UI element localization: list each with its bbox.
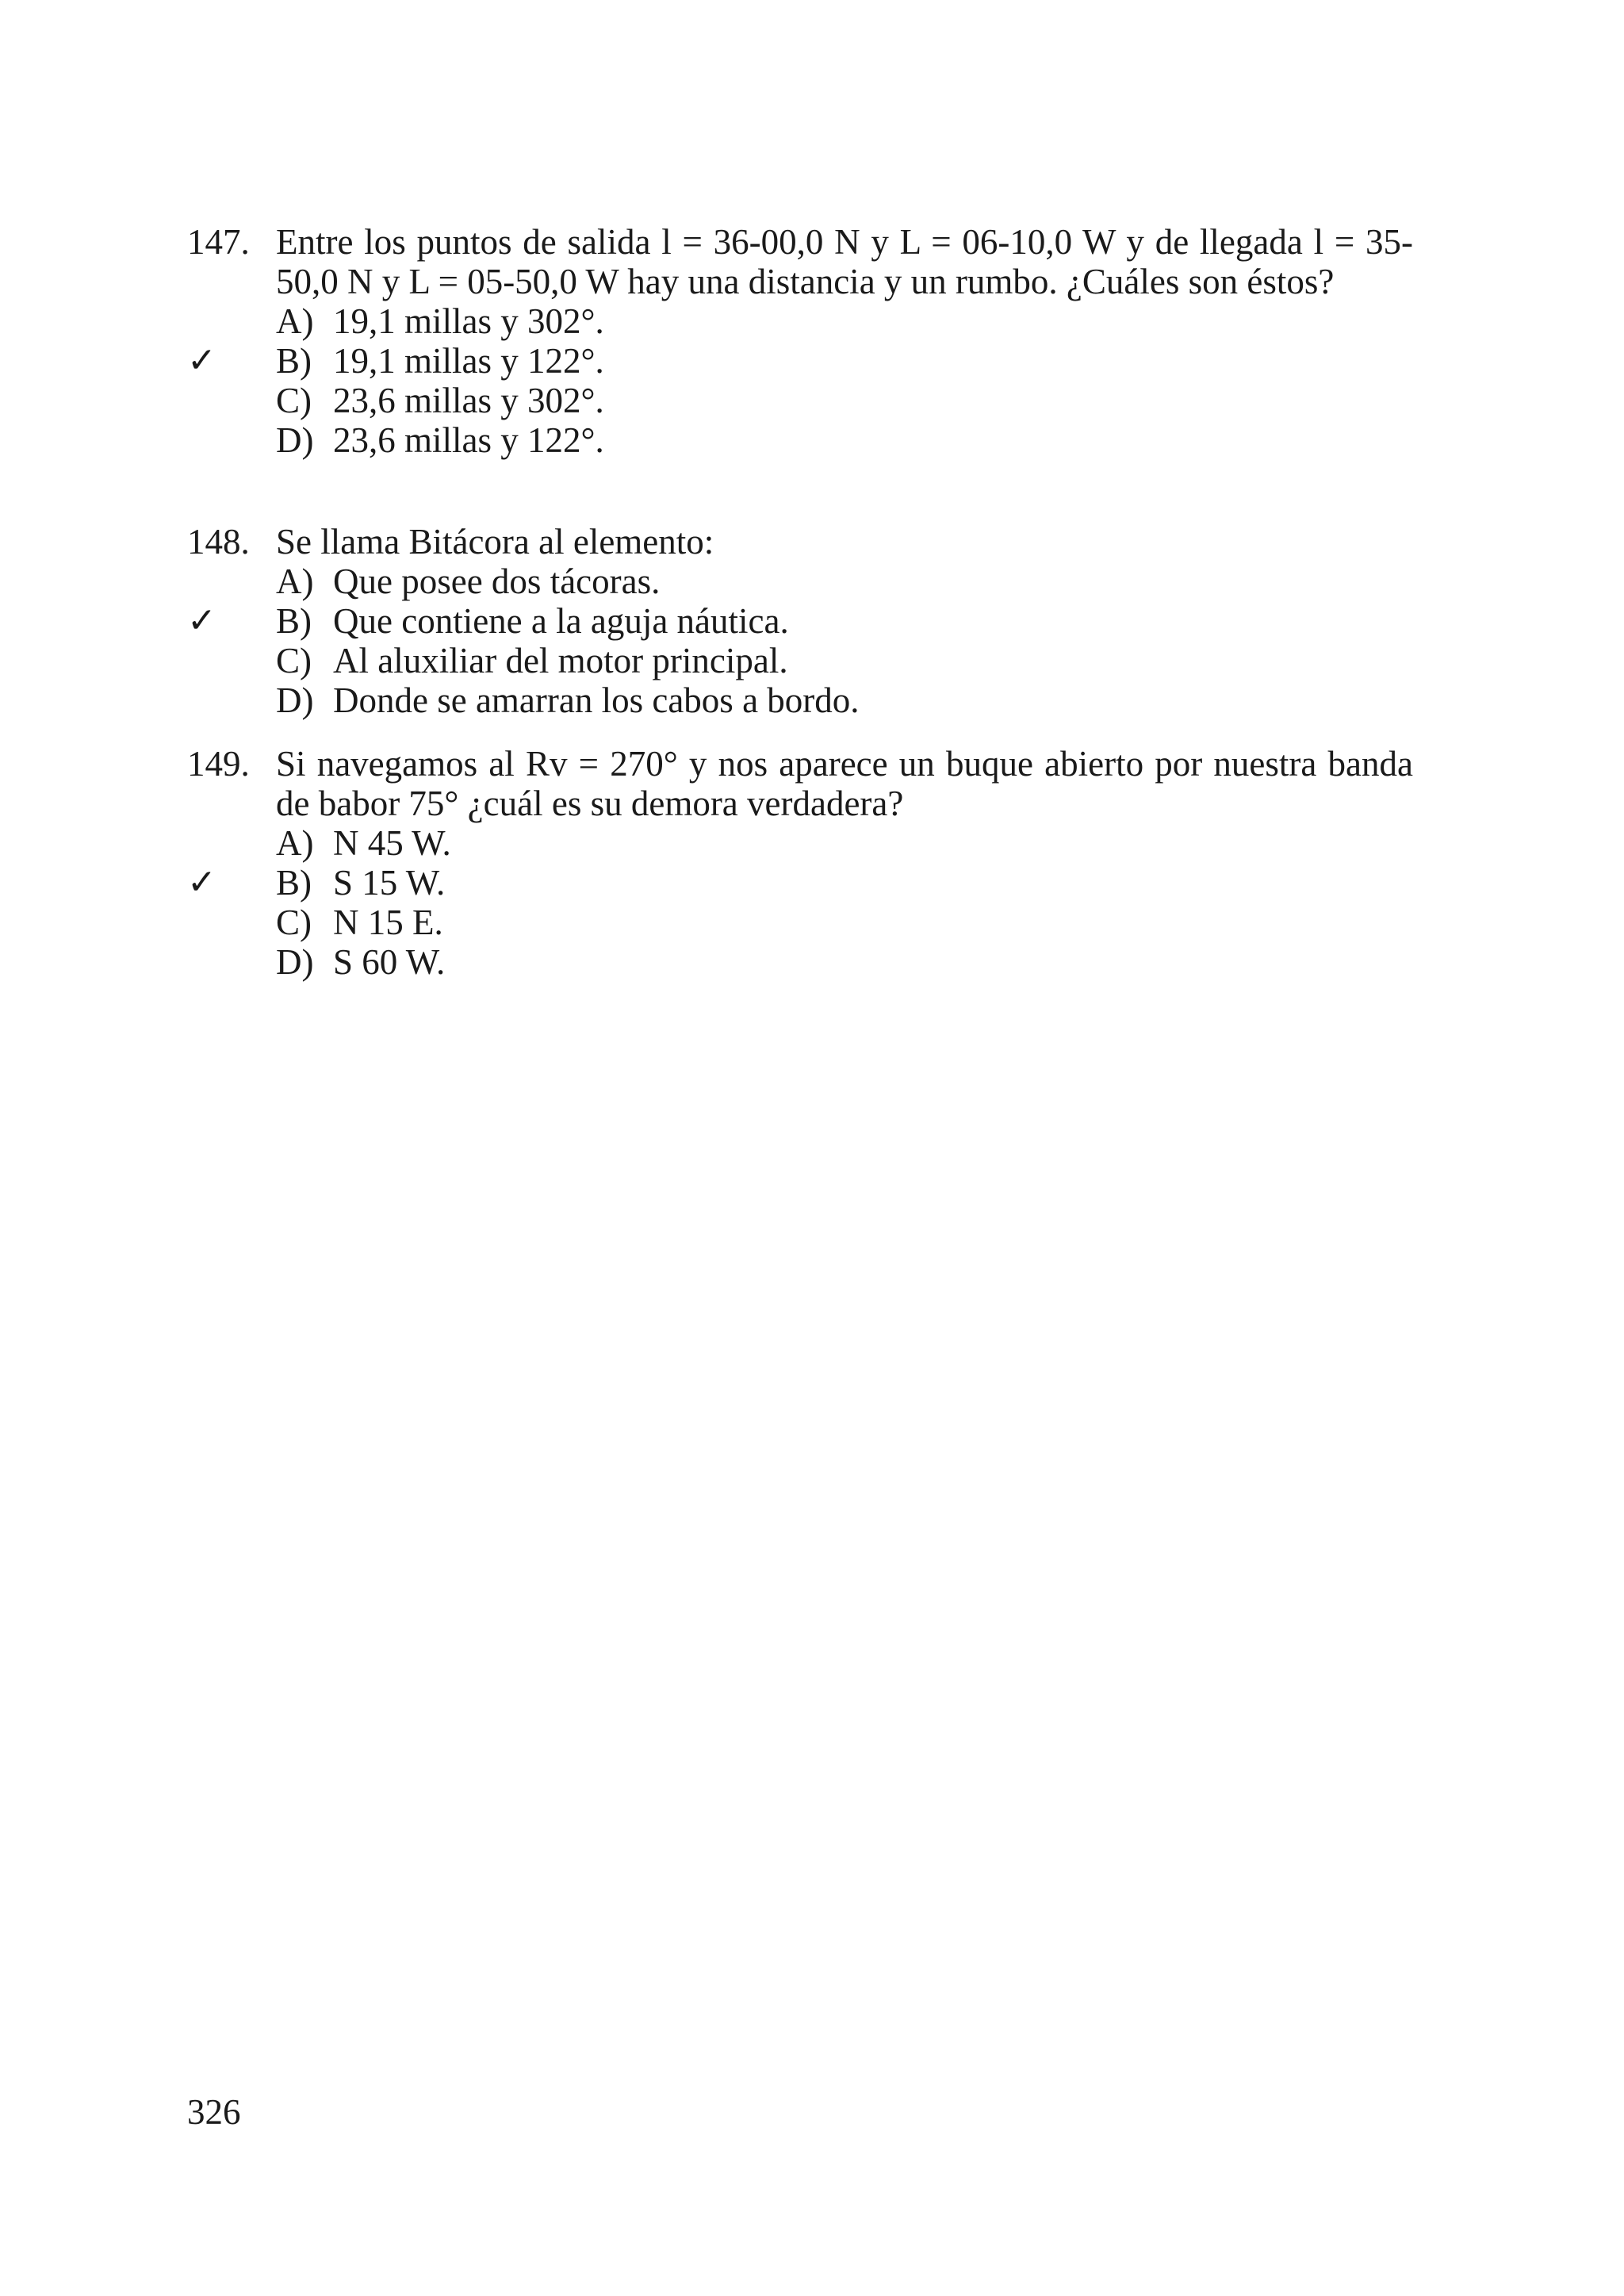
- question-number: 147.: [187, 222, 250, 262]
- answer-options: [187, 301, 1413, 460]
- question-number: 148.: [187, 522, 250, 562]
- answer-option-b: [187, 600, 1413, 641]
- option-text: S 15 W.: [333, 863, 446, 903]
- answer-option-a: [276, 823, 1413, 863]
- answer-option-a: [276, 562, 1413, 601]
- option-text: 19,1 millas y 302°.: [333, 301, 604, 341]
- option-letter: B): [276, 341, 312, 381]
- answer-option-d: [276, 942, 1413, 982]
- check-mark-icon: ✓: [187, 862, 216, 903]
- question-text: Se llama Bitácora al elemento:: [276, 522, 714, 562]
- option-letter: D): [276, 680, 314, 720]
- option-text: Que posee dos tácoras.: [333, 562, 661, 601]
- answer-options: [187, 562, 1413, 720]
- answer-option-b: [187, 862, 1413, 903]
- check-mark-icon: ✓: [187, 340, 216, 381]
- option-letter: B): [276, 863, 312, 903]
- check-mark-icon: ✓: [187, 600, 216, 641]
- option-text: 19,1 millas y 122°.: [333, 341, 604, 381]
- answer-option-c: [276, 381, 1413, 420]
- option-letter: D): [276, 942, 314, 982]
- question-text: Entre los puntos de salida l = 36-00,0 N y L = 06-10,0 W y de llegada l = 35-50,0 N y L = 05-50,0 W hay una distancia y un rumbo. ¿Cuáles son éstos?: [276, 222, 1413, 301]
- answer-option-d: [276, 420, 1413, 460]
- answer-option-b: [187, 340, 1413, 381]
- option-letter: A): [276, 301, 314, 341]
- option-text: N 15 E.: [333, 903, 443, 942]
- answer-option-d: [276, 680, 1413, 720]
- option-text: Que contiene a la aguja náutica.: [333, 601, 789, 641]
- option-text: Al aluxiliar del motor principal.: [333, 641, 788, 680]
- answer-option-c: [276, 641, 1413, 680]
- option-text: S 60 W.: [333, 942, 446, 982]
- answer-option-c: [276, 903, 1413, 942]
- answer-options: [187, 823, 1413, 982]
- question-text: Si navegamos al Rv = 270° y nos aparece un buque abierto por nuestra banda de babor 75° ¿cuál es su demora verdadera?: [276, 744, 1413, 823]
- option-letter: C): [276, 903, 312, 942]
- question-149: [187, 744, 1413, 982]
- option-letter: A): [276, 562, 314, 601]
- option-letter: C): [276, 641, 312, 680]
- page-number: 326: [187, 2092, 241, 2132]
- question-148: [187, 522, 1413, 720]
- option-text: Donde se amarran los cabos a bordo.: [333, 680, 860, 720]
- option-letter: D): [276, 420, 314, 460]
- option-text: 23,6 millas y 122°.: [333, 420, 604, 460]
- question-number: 149.: [187, 744, 250, 784]
- question-147: [187, 222, 1413, 460]
- option-text: 23,6 millas y 302°.: [333, 381, 604, 420]
- option-letter: A): [276, 823, 314, 863]
- option-text: N 45 W.: [333, 823, 451, 863]
- answer-option-a: [276, 301, 1413, 341]
- option-letter: B): [276, 601, 312, 641]
- option-letter: C): [276, 381, 312, 420]
